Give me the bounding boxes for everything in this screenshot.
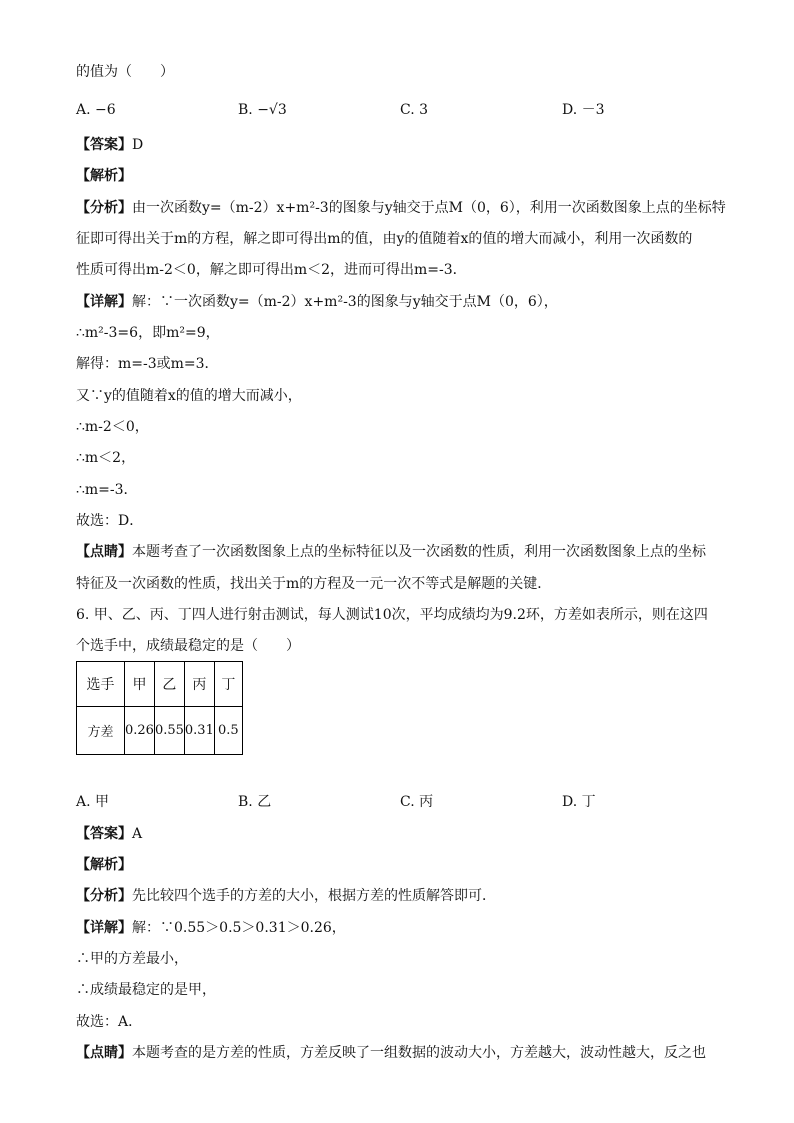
q6-fenxi-line-1: [76, 887, 496, 905]
table-header-row: [77, 662, 243, 707]
table-cell: 0.26: [125, 707, 155, 755]
q6-detail-line-1: [76, 919, 346, 937]
q6-option-d: D. 丁: [562, 794, 596, 810]
table-cell: 选手: [77, 662, 125, 707]
q5-analysis-tag: 【解析】: [76, 168, 132, 184]
fenxi-text: 先比较四个选手的方差的大小，根据方差的性质解答即可．: [132, 888, 496, 904]
detail-tag: 【详解】: [76, 294, 132, 310]
variance-table: [76, 661, 243, 755]
q6-detail-line-4: 故选：A．: [76, 1014, 143, 1030]
q5-fenxi-line-1: [76, 199, 726, 217]
answer-tag: 【答案】: [76, 826, 132, 842]
q6-option-a: A. 甲: [76, 794, 110, 810]
q5-option-b: B. −√3: [238, 102, 287, 118]
detail-text: 解：∵0.55＞0.5＞0.31＞0.26，: [132, 920, 346, 936]
q5-comment-line-1: [76, 543, 706, 561]
table-cell: 丁: [214, 662, 242, 707]
q6-answer: [76, 825, 142, 843]
q5-fenxi-line-2: 征即可得出关于m的方程，解之即可得出m的值，由y的值随着x的值的增大而减小，利用一次函数的: [76, 231, 693, 247]
q5-option-a: A. −6: [76, 102, 116, 118]
detail-tag: 【详解】: [76, 920, 132, 936]
q5-detail-line-3: 解得：m=-3或m=3．: [76, 356, 219, 372]
q6-detail-line-2: ∴甲的方差最小，: [76, 951, 188, 967]
table-cell: 0.5: [214, 707, 242, 755]
comment-text: 本题考查的是方差的性质，方差反映了一组数据的波动大小，方差越大，波动性越大，反之也: [132, 1045, 706, 1061]
q5-detail-line-6: ∴m＜2，: [76, 450, 136, 466]
table-cell: 乙: [154, 662, 184, 707]
fenxi-tag: 【分析】: [76, 888, 132, 904]
q5-detail-line-4: 又∵y的值随着x的值的增大而减小，: [76, 388, 302, 404]
q5-comment-line-2: 特征及一次函数的性质，找出关于m的方程及一元一次不等式是解题的关键．: [76, 576, 552, 592]
q5-fenxi-line-3: 性质可得出m-2＜0，解之即可得出m＜2，进而可得出m=-3．: [76, 262, 467, 278]
comment-tag: 【点睛】: [76, 1045, 132, 1061]
answer-value: D: [132, 137, 144, 153]
q5-detail-line-1: [76, 293, 558, 311]
q5-detail-line-7: ∴m=-3．: [76, 482, 138, 498]
q6-option-c: C. 丙: [400, 794, 434, 810]
table-cell: 丙: [184, 662, 214, 707]
q5-answer: [76, 136, 143, 154]
q5-stem-end: 的值为（ ）: [76, 64, 174, 80]
table-cell: 方差: [77, 707, 125, 755]
table-cell: 0.55: [154, 707, 184, 755]
fenxi-tag: 【分析】: [76, 200, 132, 216]
comment-text: 本题考查了一次函数图象上点的坐标特征以及一次函数的性质，利用一次函数图象上点的坐标: [132, 544, 706, 560]
answer-value: A: [132, 826, 143, 842]
q6-analysis-tag: 【解析】: [76, 857, 132, 873]
table-row: [77, 707, 243, 755]
q6-stem-line-2: 个选手中，成绩最稳定的是（ ）: [76, 638, 300, 654]
q5-option-d: D. －3: [562, 102, 605, 118]
table-cell: 0.31: [184, 707, 214, 755]
q6-option-b: B. 乙: [238, 794, 272, 810]
table-cell: 甲: [125, 662, 155, 707]
q6-stem-line-1: 6. 甲、乙、丙、丁四人进行射击测试，每人测试10次，平均成绩均为9.2环，方差如表所示，则在这四: [76, 607, 708, 623]
detail-text: 解：∵一次函数y=（m-2）x+m²-3的图象与y轴交于点M（0，6），: [132, 294, 558, 310]
q5-detail-line-5: ∴m-2＜0，: [76, 419, 149, 435]
q5-detail-line-2: ∴m²-3=6，即m²=9，: [76, 325, 220, 341]
q5-detail-line-8: 故选：D．: [76, 513, 144, 529]
q6-comment-line-1: [76, 1044, 706, 1062]
q5-option-c: C. 3: [400, 102, 429, 118]
fenxi-text: 由一次函数y=（m-2）x+m²-3的图象与y轴交于点M（0，6），利用一次函数图象上点的坐标特: [132, 200, 726, 216]
answer-tag: 【答案】: [76, 137, 132, 153]
q6-detail-line-3: ∴成绩最稳定的是甲，: [76, 982, 216, 998]
comment-tag: 【点睛】: [76, 544, 132, 560]
